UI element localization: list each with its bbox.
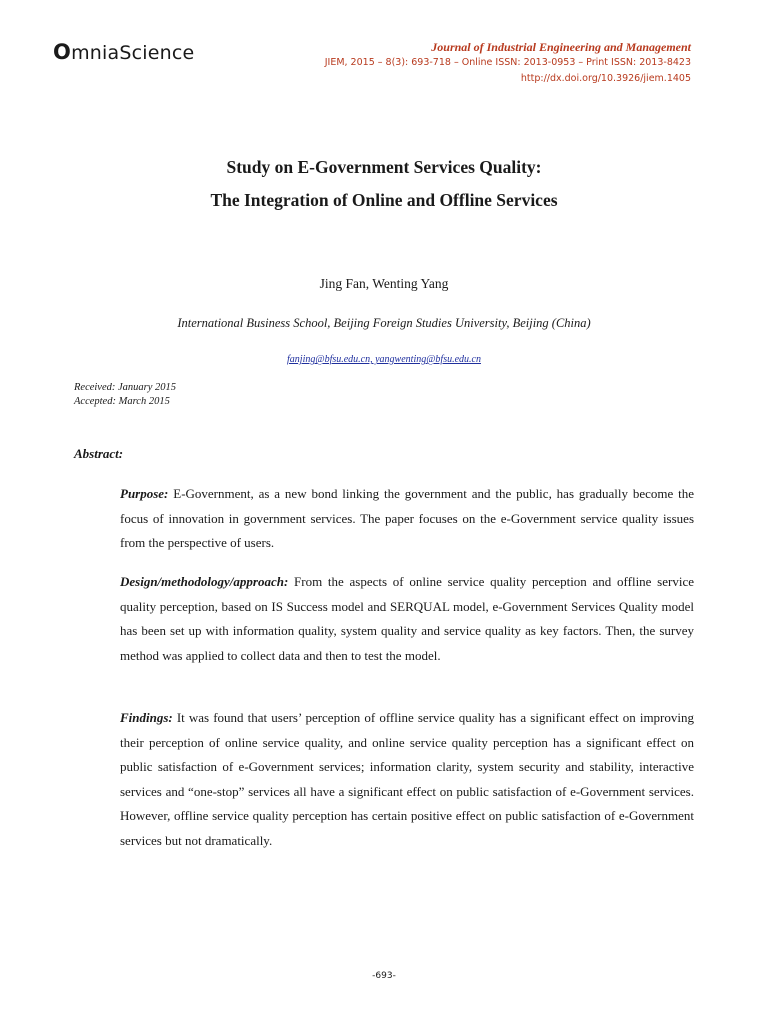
page-number: -693-	[372, 971, 396, 981]
purpose-label: Purpose:	[120, 486, 169, 501]
publication-dates	[74, 381, 176, 409]
author-affiliation: International Business School, Beijing Foreign Studies University, Beijing (China)	[177, 316, 591, 330]
accepted-date: Accepted: March 2015	[74, 396, 170, 407]
paper-title-line-1: Study on E-Government Services Quality:	[226, 157, 542, 177]
logo-initial: O	[53, 40, 72, 64]
journal-doi[interactable]: http://dx.doi.org/10.3926/jiem.1405	[520, 73, 691, 84]
purpose-text: E-Government, as a new bond linking the government and the public, has gradually become the focus of innovation in government services. The paper focuses on the e-Government service quality issues from the perspective of users.	[120, 486, 694, 550]
received-date: Received: January 2015	[74, 382, 177, 393]
publisher-logo	[53, 40, 194, 64]
findings-label: Findings:	[120, 710, 173, 725]
journal-header	[325, 40, 691, 87]
design-text: From the aspects of online service quality perception and offline service quality perception, based on IS Success model and SERQUAL model, e-Government Services Quality model has been set up with information quality, system quality and service quality as key factors. Then, the survey method was applied to collect data and then to test the model.	[120, 574, 694, 663]
findings-text: It was found that users’ perception of offline service quality has a significant effect on improving their perception of online service quality, and online service quality perception has a significant effect on public satisfaction of e-Government services; information clarity, system security and stability, interactive services and “one-stop” services all have a significant effect on public satisfaction of e-Government services. However, offline service quality perception has certain positive effect on public satisfaction of e-Government services but not dramatically.	[120, 710, 694, 848]
abstract-design	[120, 570, 694, 668]
author-emails-link[interactable]: fanjing@bfsu.edu.cn, yangwenting@bfsu.edu.cn	[287, 354, 481, 365]
paper-title-line-2: The Integration of Online and Offline Services	[210, 190, 558, 210]
abstract-purpose	[120, 482, 694, 556]
journal-name: Journal of Industrial Engineering and Management	[431, 40, 691, 54]
logo-text: mniaScience	[71, 42, 195, 64]
journal-citation: JIEM, 2015 – 8(3): 693-718 – Online ISSN: 2013-0953 – Print ISSN: 2013-8423	[324, 57, 691, 68]
abstract-heading: Abstract:	[74, 446, 124, 461]
abstract-findings	[120, 706, 694, 853]
paper-authors: Jing Fan, Wenting Yang	[319, 276, 449, 291]
design-label: Design/methodology/approach:	[120, 574, 289, 589]
